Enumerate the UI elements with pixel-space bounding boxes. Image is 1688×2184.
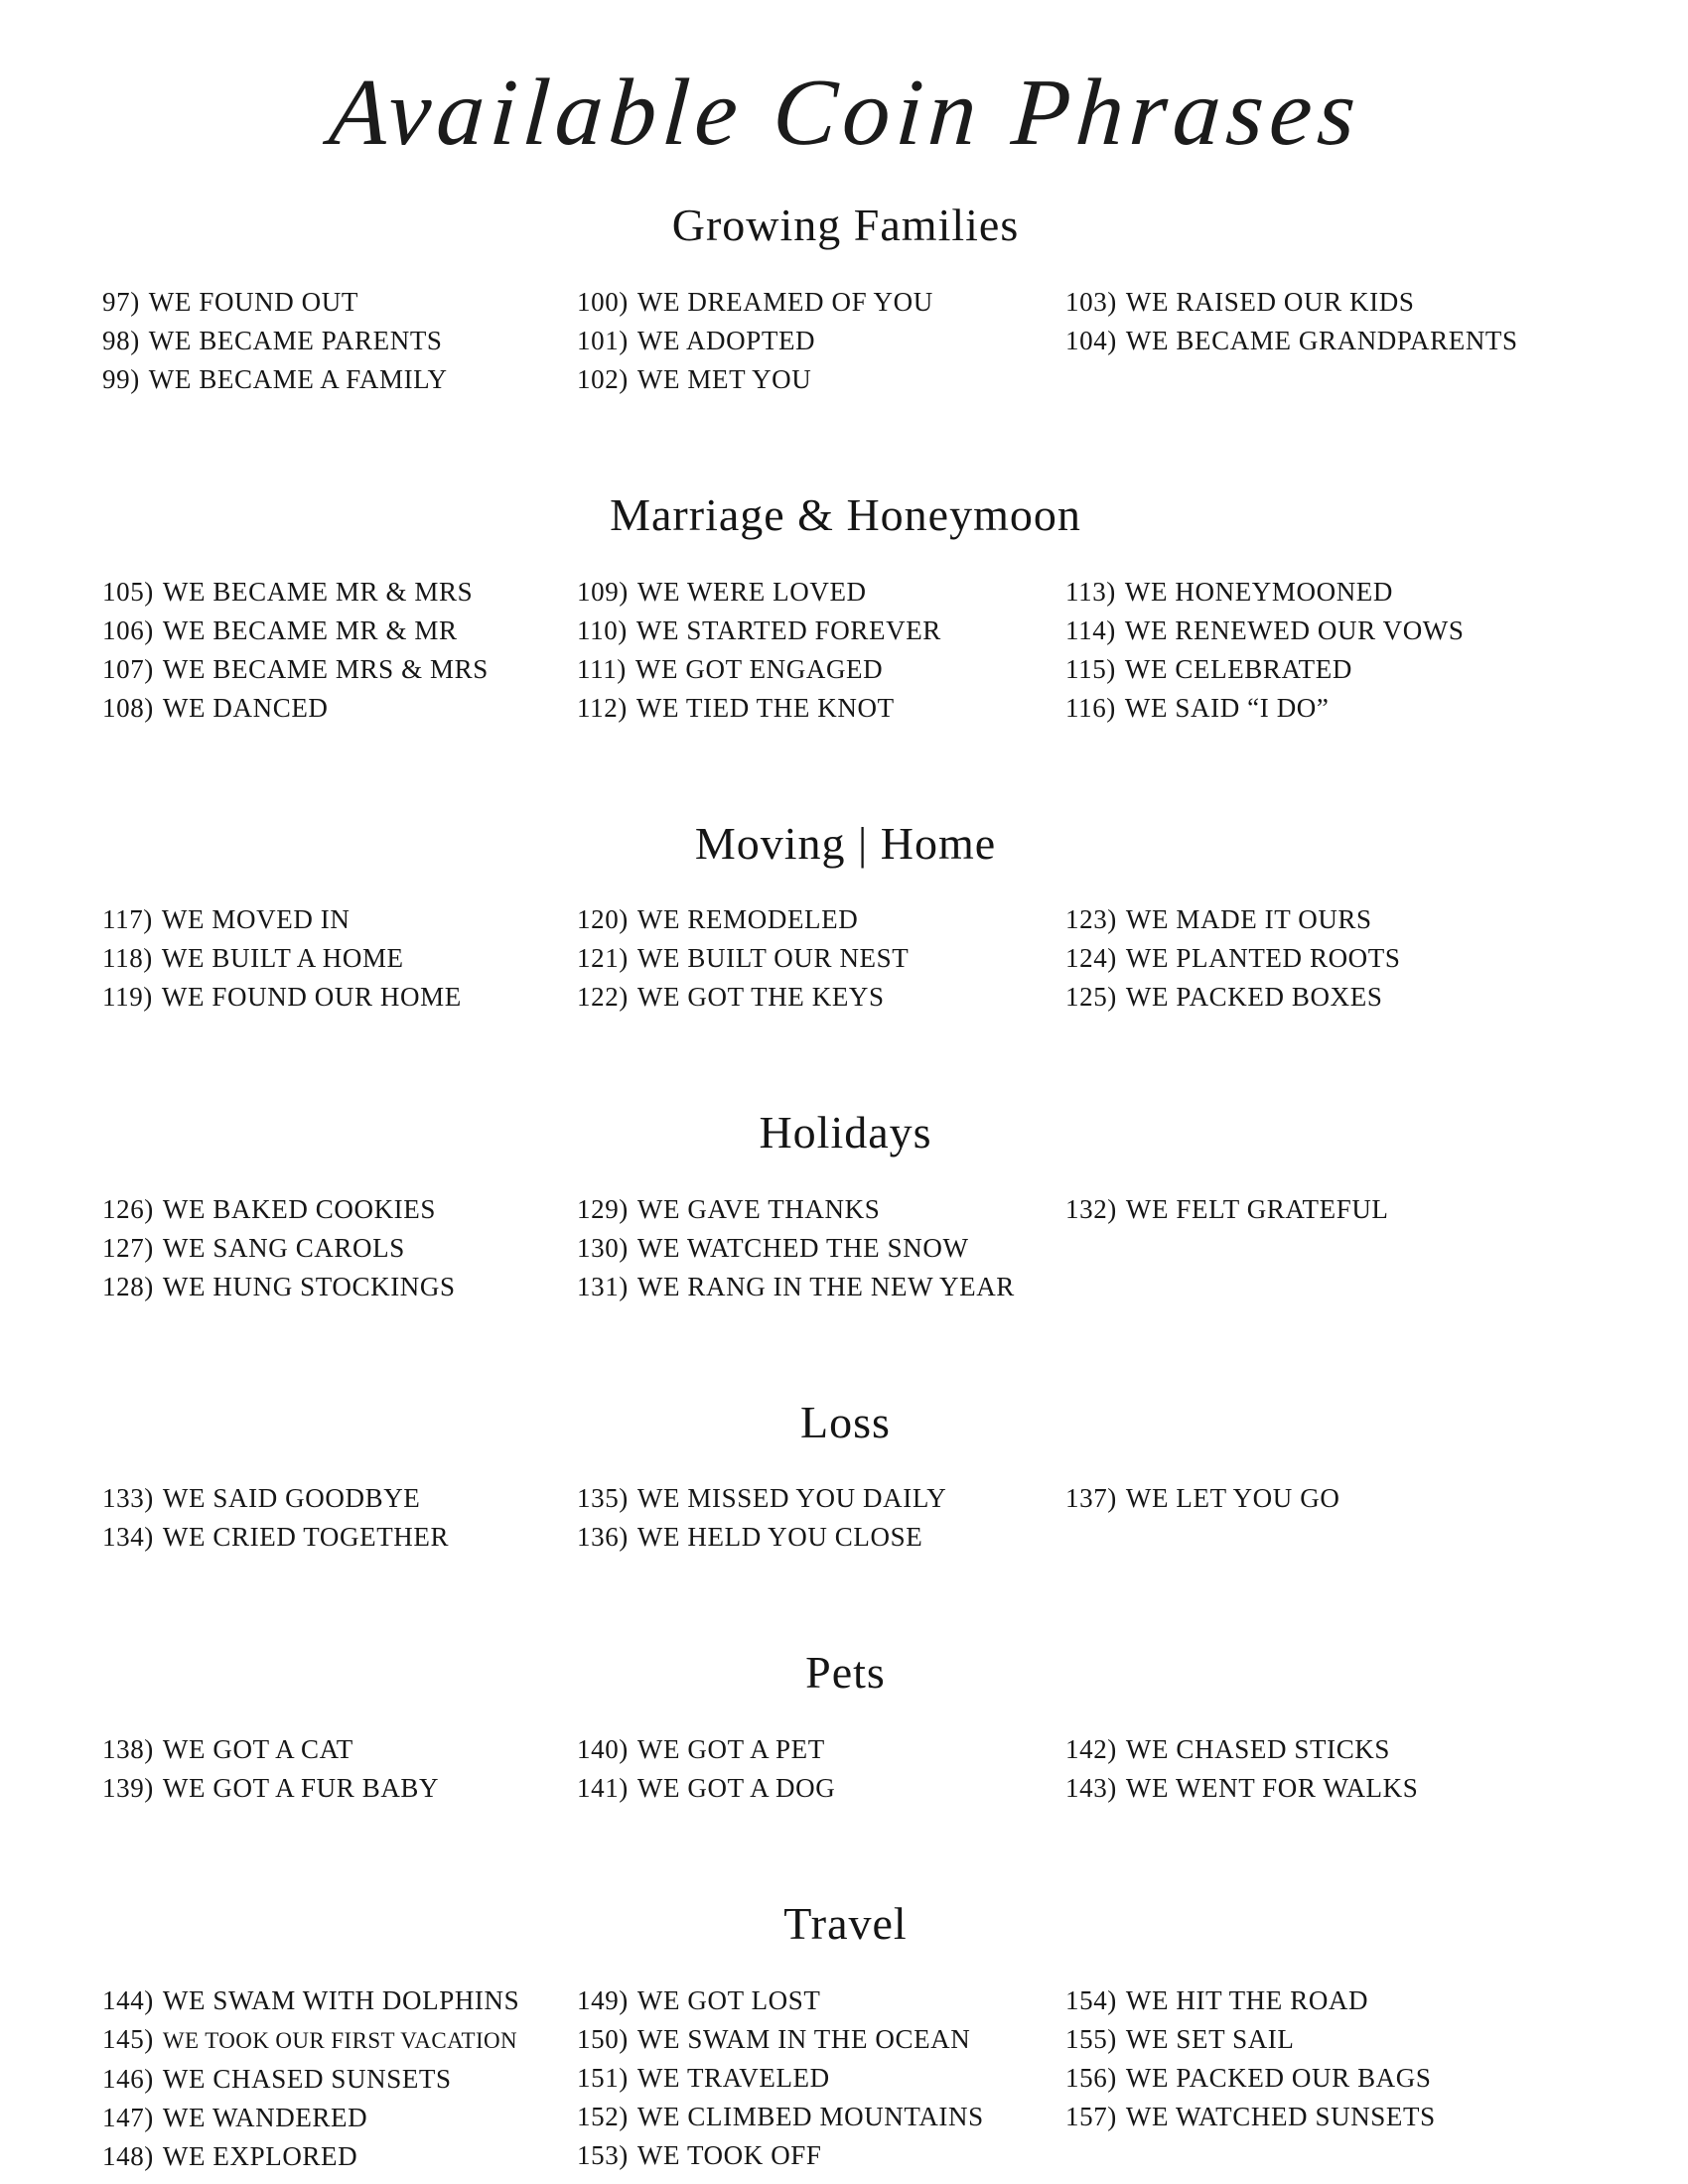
phrase-column-1 xyxy=(102,573,577,728)
phrase-item xyxy=(577,1730,1065,1769)
phrase-column-3 xyxy=(1065,900,1589,1017)
phrase-text: WE SAID “I DO” xyxy=(1124,692,1330,723)
phrase-item xyxy=(102,978,577,1017)
phrase-item xyxy=(102,650,577,689)
phrase-number: 111) xyxy=(577,653,627,684)
phrase-item xyxy=(102,1981,577,2020)
phrase-text: WE HUNG STOCKINGS xyxy=(162,1271,456,1301)
section-columns xyxy=(102,283,1589,399)
phrase-text: WE BECAME MRS & MRS xyxy=(162,653,489,684)
phrase-text: WE GOT A PET xyxy=(636,1733,825,1764)
phrase-number: 140) xyxy=(577,1733,629,1764)
phrase-number: 117) xyxy=(102,904,153,935)
phrase-item xyxy=(577,900,1065,939)
phrase-text: WE RANG IN THE NEW YEAR xyxy=(636,1271,1015,1301)
phrase-text: WE REMODELED xyxy=(636,904,859,935)
phrase-text: WE WENT FOR WALKS xyxy=(1125,1772,1419,1803)
phrase-item xyxy=(1065,573,1589,612)
phrase-item xyxy=(102,939,577,978)
section-loss xyxy=(102,1398,1589,1558)
phrase-text: WE GOT LOST xyxy=(636,1984,821,2015)
section-pets xyxy=(102,1648,1589,1808)
phrase-text: WE GAVE THANKS xyxy=(636,1193,881,1224)
section-growing-families xyxy=(102,201,1589,399)
phrase-item xyxy=(577,360,1065,399)
phrase-number: 149) xyxy=(577,1984,629,2015)
phrase-item xyxy=(102,283,577,322)
phrase-text: WE TRAVELED xyxy=(636,2062,830,2093)
phrase-text: WE DREAMED OF YOU xyxy=(636,286,933,317)
phrase-item xyxy=(1065,283,1589,322)
phrase-number: 125) xyxy=(1065,982,1117,1013)
phrase-item xyxy=(577,978,1065,1017)
section-columns xyxy=(102,1730,1589,1808)
phrase-text: WE HONEYMOONED xyxy=(1124,576,1393,607)
phrase-number: 150) xyxy=(577,2023,629,2054)
phrase-column-3 xyxy=(1065,1981,1589,2136)
phrase-number: 112) xyxy=(577,692,628,723)
phrase-item xyxy=(1065,650,1589,689)
phrase-number: 129) xyxy=(577,1193,629,1224)
phrase-text: WE WANDERED xyxy=(162,2102,368,2132)
phrase-text: WE MISSED YOU DAILY xyxy=(636,1483,947,1514)
phrase-number: 141) xyxy=(577,1772,629,1803)
phrase-text: WE RENEWED OUR VOWS xyxy=(1124,614,1465,645)
section-heading: Growing Families xyxy=(671,200,1020,251)
phrase-text: WE EXPLORED xyxy=(162,2140,358,2171)
phrase-text: WE PACKED OUR BAGS xyxy=(1125,2062,1432,2093)
phrase-number: 145) xyxy=(102,2023,154,2054)
phrase-text: WE FOUND OUT xyxy=(148,286,358,317)
phrase-text: WE MADE IT OURS xyxy=(1125,904,1372,935)
section-travel xyxy=(102,1899,1589,2176)
phrase-number: 152) xyxy=(577,2101,629,2131)
phrase-text: WE WATCHED SUNSETS xyxy=(1125,2101,1436,2131)
section-columns xyxy=(102,1190,1589,1306)
phrase-column-3 xyxy=(1065,1730,1589,1808)
phrase-number: 128) xyxy=(102,1271,154,1301)
section-columns xyxy=(102,1479,1589,1557)
phrase-item xyxy=(1065,2098,1589,2136)
phrase-number: 98) xyxy=(102,325,140,355)
phrase-text: WE FOUND OUR HOME xyxy=(161,982,462,1013)
phrase-text: WE GOT ENGAGED xyxy=(634,653,884,684)
phrase-item xyxy=(577,689,1065,728)
phrase-text: WE WATCHED THE SNOW xyxy=(636,1232,969,1263)
phrase-item xyxy=(102,2099,577,2137)
phrase-text: WE TIED THE KNOT xyxy=(635,692,895,723)
section-marriage-honeymoon xyxy=(102,490,1589,728)
phrase-item xyxy=(1065,1479,1589,1518)
section-heading: Moving | Home xyxy=(694,817,997,869)
phrase-item xyxy=(577,1268,1065,1306)
phrase-item xyxy=(102,1769,577,1808)
phrase-number: 99) xyxy=(102,363,140,394)
phrase-text: WE CELEBRATED xyxy=(1124,653,1352,684)
phrase-text: WE BAKED COOKIES xyxy=(162,1193,436,1224)
phrase-item xyxy=(577,1190,1065,1229)
phrase-item xyxy=(577,322,1065,360)
phrase-column-1 xyxy=(102,1981,577,2176)
phrase-text: WE SWAM WITH DOLPHINS xyxy=(162,1984,520,2015)
phrase-item xyxy=(102,900,577,939)
section-heading: Pets xyxy=(805,1647,886,1699)
phrase-text: WE HELD YOU CLOSE xyxy=(636,1522,923,1553)
phrase-text: WE LET YOU GO xyxy=(1125,1483,1340,1514)
phrase-text: WE CHASED SUNSETS xyxy=(162,2063,452,2094)
phrase-number: 151) xyxy=(577,2062,629,2093)
phrase-item xyxy=(1065,689,1589,728)
phrase-number: 107) xyxy=(102,653,154,684)
phrase-number: 105) xyxy=(102,576,154,607)
phrase-item xyxy=(577,2136,1065,2175)
phrase-item xyxy=(577,1229,1065,1268)
phrase-text: WE BUILT A HOME xyxy=(161,943,404,974)
phrase-text: WE SWAM IN THE OCEAN xyxy=(636,2023,971,2054)
phrase-number: 143) xyxy=(1065,1772,1117,1803)
page-title: Available Coin Phrases xyxy=(326,59,1365,165)
phrase-number: 147) xyxy=(102,2102,154,2132)
phrase-number: 97) xyxy=(102,286,140,317)
phrase-item xyxy=(1065,939,1589,978)
section-holidays xyxy=(102,1108,1589,1306)
phrase-text: WE GOT A CAT xyxy=(162,1733,353,1764)
phrase-number: 100) xyxy=(577,286,629,317)
phrase-item xyxy=(577,939,1065,978)
phrase-item xyxy=(102,1730,577,1769)
phrase-number: 104) xyxy=(1065,325,1117,355)
phrase-number: 122) xyxy=(577,982,629,1013)
phrase-text: WE GOT A FUR BABY xyxy=(162,1772,440,1803)
section-heading: Loss xyxy=(800,1396,891,1447)
phrase-text: WE TOOK OUR FIRST VACATION xyxy=(162,2027,518,2053)
phrase-number: 109) xyxy=(577,576,629,607)
phrase-text: WE CHASED STICKS xyxy=(1125,1733,1391,1764)
phrase-item xyxy=(1065,1730,1589,1769)
phrase-number: 131) xyxy=(577,1271,629,1301)
phrase-text: WE PACKED BOXES xyxy=(1125,982,1383,1013)
phrase-text: WE RAISED OUR KIDS xyxy=(1125,286,1415,317)
phrase-column-2 xyxy=(577,1981,1065,2175)
phrase-column-2 xyxy=(577,283,1065,399)
phrase-text: WE SAID GOODBYE xyxy=(162,1483,421,1514)
phrase-number: 154) xyxy=(1065,1984,1117,2015)
phrase-number: 132) xyxy=(1065,1193,1117,1224)
phrase-item xyxy=(577,573,1065,612)
phrase-text: WE PLANTED ROOTS xyxy=(1125,943,1401,974)
phrase-item xyxy=(102,1518,577,1557)
section-heading: Travel xyxy=(783,1897,908,1949)
phrase-item xyxy=(102,2137,577,2176)
phrase-column-3 xyxy=(1065,283,1589,360)
phrase-item xyxy=(577,1981,1065,2020)
phrase-number: 136) xyxy=(577,1522,629,1553)
phrase-text: WE CLIMBED MOUNTAINS xyxy=(636,2101,984,2131)
section-columns xyxy=(102,573,1589,728)
phrase-number: 101) xyxy=(577,325,629,355)
phrase-item xyxy=(577,283,1065,322)
section-heading: Marriage & Honeymoon xyxy=(610,488,1081,540)
phrase-item xyxy=(102,1229,577,1268)
phrase-text: WE GOT THE KEYS xyxy=(636,982,885,1013)
section-columns xyxy=(102,1981,1589,2176)
phrase-number: 137) xyxy=(1065,1483,1117,1514)
phrase-column-1 xyxy=(102,900,577,1017)
phrase-column-2 xyxy=(577,900,1065,1017)
phrase-number: 110) xyxy=(577,614,628,645)
phrase-item xyxy=(1065,322,1589,360)
phrase-number: 138) xyxy=(102,1733,154,1764)
phrase-text: WE FELT GRATEFUL xyxy=(1125,1193,1389,1224)
section-columns xyxy=(102,900,1589,1017)
phrase-column-2 xyxy=(577,1479,1065,1557)
phrase-column-1 xyxy=(102,1190,577,1306)
phrase-item xyxy=(577,1518,1065,1557)
phrase-item xyxy=(577,2098,1065,2136)
phrase-column-1 xyxy=(102,1730,577,1808)
phrase-text: WE ADOPTED xyxy=(636,325,816,355)
phrase-text: WE CRIED TOGETHER xyxy=(162,1522,450,1553)
phrase-number: 115) xyxy=(1065,653,1116,684)
phrase-number: 148) xyxy=(102,2140,154,2171)
phrase-number: 135) xyxy=(577,1483,629,1514)
phrase-item xyxy=(577,1769,1065,1808)
phrase-number: 103) xyxy=(1065,286,1117,317)
phrase-item xyxy=(1065,2020,1589,2059)
phrase-column-3 xyxy=(1065,1479,1589,1518)
section-moving-home xyxy=(102,819,1589,1018)
phrase-item xyxy=(577,650,1065,689)
phrase-text: WE STARTED FOREVER xyxy=(635,614,941,645)
phrase-item xyxy=(102,360,577,399)
phrase-number: 144) xyxy=(102,1984,154,2015)
phrase-number: 134) xyxy=(102,1522,154,1553)
phrase-number: 127) xyxy=(102,1232,154,1263)
phrase-text: WE WERE LOVED xyxy=(636,576,867,607)
phrase-number: 156) xyxy=(1065,2062,1117,2093)
phrase-item xyxy=(1065,900,1589,939)
phrase-number: 133) xyxy=(102,1483,154,1514)
phrase-number: 157) xyxy=(1065,2101,1117,2131)
phrase-text: WE BECAME PARENTS xyxy=(148,325,443,355)
phrase-text: WE BECAME MR & MRS xyxy=(162,576,474,607)
phrase-text: WE GOT A DOG xyxy=(636,1772,836,1803)
phrase-item xyxy=(1065,1769,1589,1808)
phrase-item xyxy=(1065,978,1589,1017)
phrase-number: 116) xyxy=(1065,692,1116,723)
phrase-text: WE MET YOU xyxy=(636,363,812,394)
phrase-number: 153) xyxy=(577,2139,629,2170)
phrase-number: 130) xyxy=(577,1232,629,1263)
phrase-item xyxy=(1065,1190,1589,1229)
phrase-item xyxy=(102,2060,577,2099)
phrase-number: 113) xyxy=(1065,576,1116,607)
phrase-item xyxy=(577,612,1065,650)
phrase-column-2 xyxy=(577,1190,1065,1306)
phrase-number: 120) xyxy=(577,904,629,935)
phrase-text: WE BECAME MR & MR xyxy=(162,614,458,645)
phrase-column-3 xyxy=(1065,573,1589,728)
phrase-text: WE TOOK OFF xyxy=(636,2139,822,2170)
phrase-item xyxy=(1065,612,1589,650)
phrase-text: WE BUILT OUR NEST xyxy=(636,943,910,974)
phrase-number: 121) xyxy=(577,943,629,974)
phrase-text: WE SET SAIL xyxy=(1125,2023,1295,2054)
phrase-number: 106) xyxy=(102,614,154,645)
phrase-text: WE MOVED IN xyxy=(161,904,351,935)
phrase-column-3 xyxy=(1065,1190,1589,1229)
phrase-item xyxy=(102,322,577,360)
phrase-number: 155) xyxy=(1065,2023,1117,2054)
phrase-item xyxy=(102,1268,577,1306)
phrase-text: WE BECAME A FAMILY xyxy=(148,363,448,394)
phrase-column-1 xyxy=(102,1479,577,1557)
phrase-item xyxy=(102,1190,577,1229)
phrase-column-2 xyxy=(577,1730,1065,1808)
phrase-number: 123) xyxy=(1065,904,1117,935)
phrase-number: 142) xyxy=(1065,1733,1117,1764)
phrase-item xyxy=(577,2020,1065,2059)
phrase-item xyxy=(577,1479,1065,1518)
phrase-number: 114) xyxy=(1065,614,1116,645)
phrase-item xyxy=(1065,1981,1589,2020)
phrase-column-1 xyxy=(102,283,577,399)
phrase-number: 102) xyxy=(577,363,629,394)
phrase-item xyxy=(102,2020,577,2060)
phrase-text: WE SANG CAROLS xyxy=(162,1232,405,1263)
phrase-number: 118) xyxy=(102,943,153,974)
phrase-number: 108) xyxy=(102,692,154,723)
section-heading: Holidays xyxy=(759,1107,932,1159)
phrase-item xyxy=(577,2059,1065,2098)
phrase-text: WE HIT THE ROAD xyxy=(1125,1984,1369,2015)
phrase-number: 119) xyxy=(102,982,153,1013)
phrase-number: 126) xyxy=(102,1193,154,1224)
phrase-text: WE DANCED xyxy=(162,692,329,723)
phrase-number: 139) xyxy=(102,1772,154,1803)
phrase-item xyxy=(102,1479,577,1518)
phrase-item xyxy=(102,689,577,728)
phrase-item xyxy=(102,573,577,612)
phrase-number: 146) xyxy=(102,2063,154,2094)
phrase-number: 124) xyxy=(1065,943,1117,974)
phrase-item xyxy=(102,612,577,650)
phrase-column-2 xyxy=(577,573,1065,728)
sections-container xyxy=(102,201,1589,2175)
phrase-item xyxy=(1065,2059,1589,2098)
phrase-text: WE BECAME GRANDPARENTS xyxy=(1125,325,1518,355)
